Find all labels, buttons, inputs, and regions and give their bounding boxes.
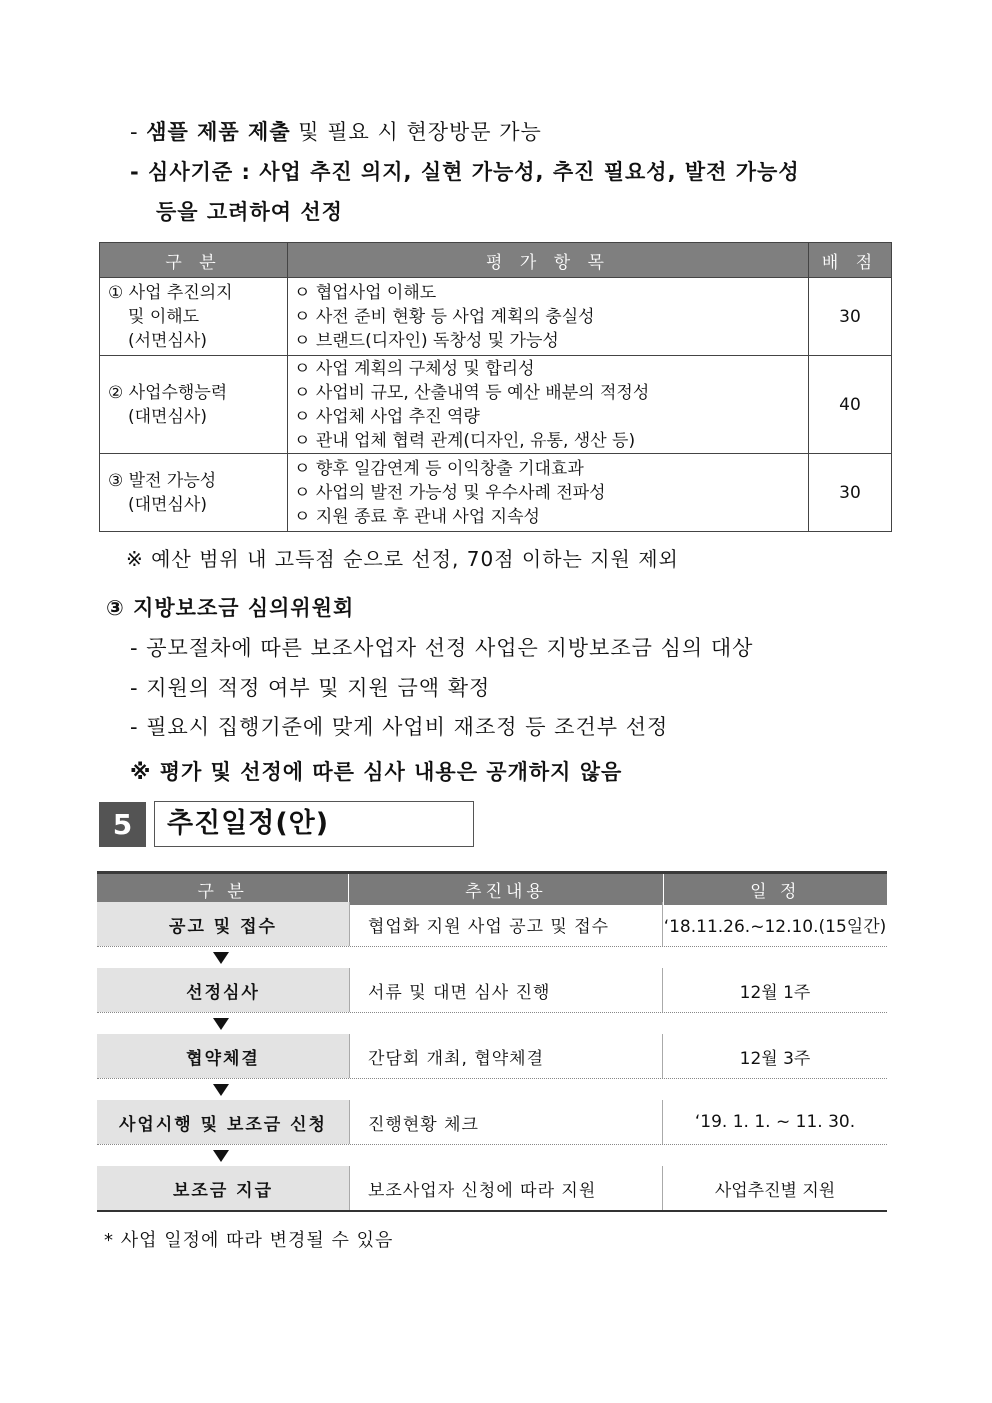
section-title: 추진일정(안) (154, 801, 474, 847)
eval-score: 40 (809, 356, 892, 454)
schedule-row (97, 1166, 887, 1212)
schedule-stage: 선정심사 (97, 968, 349, 1012)
schedule-header-content: 추진내용 (349, 874, 663, 905)
schedule-date: ‘19. 1. 1. ~ 11. 30. (694, 1112, 856, 1132)
schedule-content: 보조사업자 신청에 따라 지원 (349, 1166, 663, 1210)
bullet-bold-text: 샘플 제품 제출 (146, 120, 291, 144)
section-number: 5 (99, 802, 146, 847)
schedule-header-row (97, 871, 887, 905)
schedule-row (97, 1034, 887, 1079)
committee-item: - 지원의 적정 여부 및 지원 금액 확정 (130, 676, 491, 700)
eval-row (100, 278, 892, 356)
committee-title: ③ 지방보조금 심의위원회 (106, 596, 355, 620)
eval-note: ※ 예산 범위 내 고득점 순으로 선정, 70점 이하는 지원 제외 (126, 547, 679, 571)
committee-item: - 공모절차에 따른 보조사업자 선정 사업은 지방보조금 심의 대상 (130, 636, 754, 660)
eval-header-items: 평 가 항 목 (288, 243, 809, 278)
schedule-stage: 협약체결 (97, 1034, 349, 1078)
schedule-stage: 보조금 지급 (97, 1166, 349, 1210)
schedule-row (97, 1100, 887, 1145)
schedule-row (97, 968, 887, 1013)
committee-note: ※ 평가 및 선정에 따른 심사 내용은 공개하지 않음 (130, 760, 623, 784)
schedule-date: 사업추진별 지원 (714, 1180, 836, 1201)
eval-row (100, 454, 892, 532)
criteria-line-2: 등을 고려하여 선정 (156, 200, 343, 224)
down-arrow-icon (213, 952, 229, 964)
eval-items: ㅇ 협업사업 이해도 ㅇ 사전 준비 현황 등 사업 계획의 충실성 ㅇ 브랜드(디자인) 독창성 및 가능성 (288, 278, 809, 356)
schedule-stage: 사업시행 및 보조금 신청 (97, 1100, 349, 1144)
eval-row (100, 356, 892, 454)
evaluation-table (99, 242, 892, 532)
schedule-date: ‘18.11.26.~12.10.(15일간) (663, 916, 887, 937)
bullet-sample-submission: - 샘플 제품 제출 및 필요 시 현장방문 가능 (130, 120, 542, 144)
down-arrow-icon (213, 1018, 229, 1030)
schedule-content: 간담회 개최, 협약체결 (349, 1034, 663, 1078)
schedule-footnote: * 사업 일정에 따라 변경될 수 있음 (104, 1230, 394, 1251)
bullet-criteria: - 심사기준 : 사업 추진 의지, 실현 가능성, 추진 필요성, 발전 가능성 (130, 160, 800, 184)
eval-score: 30 (809, 278, 892, 356)
down-arrow-icon (213, 1084, 229, 1096)
eval-items: ㅇ 향후 일감연계 등 이익창출 기대효과 ㅇ 사업의 발전 가능성 및 우수사례 전파성 ㅇ 지원 종료 후 관내 사업 지속성 (288, 454, 809, 532)
schedule-header-stage: 구 분 (97, 874, 349, 905)
eval-header-row (100, 243, 892, 278)
schedule-date: 12월 1주 (739, 982, 811, 1003)
eval-category: ③ 발전 가능성 (대면심사) (100, 454, 288, 532)
schedule-content: 진행현황 체크 (349, 1100, 663, 1144)
bullet-text: 및 필요 시 현장방문 가능 (290, 120, 542, 144)
down-arrow-icon (213, 1150, 229, 1162)
criteria-line-1: 심사기준 : 사업 추진 의지, 실현 가능성, 추진 필요성, 발전 가능성 (148, 160, 800, 184)
committee-item: - 필요시 집행기준에 맞게 사업비 재조정 등 조건부 선정 (130, 715, 669, 739)
eval-header-category: 구 분 (100, 243, 288, 278)
schedule-header-date: 일 정 (750, 882, 801, 902)
eval-items: ㅇ 사업 계획의 구체성 및 합리성 ㅇ 사업비 규모, 산출내역 등 예산 배분의 적정성 ㅇ 사업체 사업 추진 역량 ㅇ 관내 업체 협력 관계(디자인, 유통, 생산 등) (288, 356, 809, 454)
eval-category: ① 사업 추진의지 및 이해도 (서면심사) (100, 278, 288, 356)
schedule-content: 협업화 지원 사업 공고 및 접수 (349, 902, 663, 946)
eval-header-score: 배 점 (809, 243, 892, 278)
eval-score: 30 (809, 454, 892, 532)
schedule-date: 12월 3주 (739, 1048, 811, 1069)
schedule-content: 서류 및 대면 심사 진행 (349, 968, 663, 1012)
schedule-stage: 공고 및 접수 (97, 902, 349, 946)
schedule-row (97, 902, 887, 947)
eval-category: ② 사업수행능력 (대면심사) (100, 356, 288, 454)
